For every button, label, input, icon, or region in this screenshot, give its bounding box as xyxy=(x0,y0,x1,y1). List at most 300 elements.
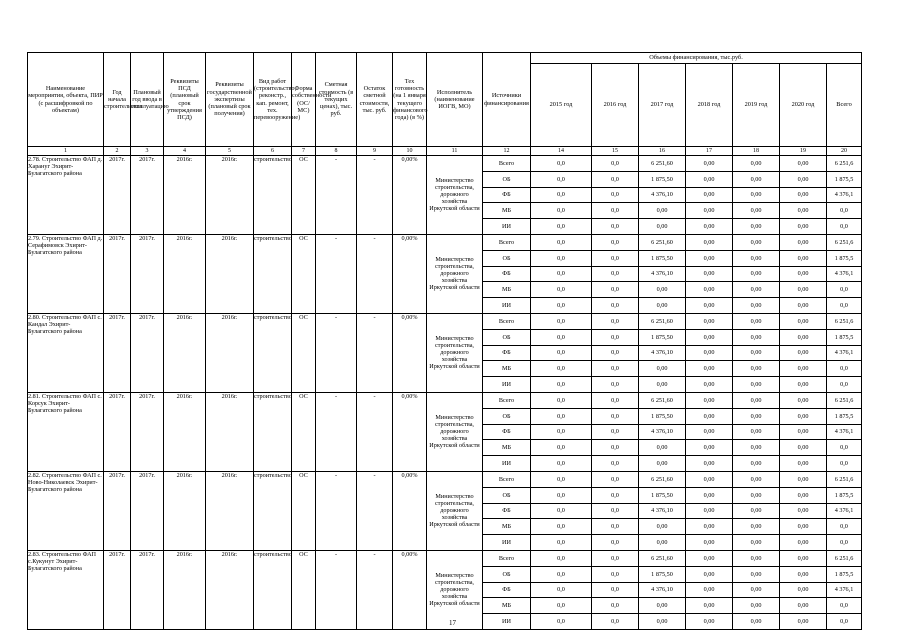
year-value: 0,00 xyxy=(733,156,780,172)
year-value: 0,0 xyxy=(592,440,639,456)
funding-source: ИИ xyxy=(483,298,531,314)
year-value: 0,00 xyxy=(780,503,827,519)
year-value: 0,00 xyxy=(780,298,827,314)
year-value: 0,0 xyxy=(531,156,592,172)
estimated-cost: - xyxy=(316,313,357,392)
year-value: 0,00 xyxy=(686,392,733,408)
header-year: 2015 год xyxy=(531,64,592,147)
column-number: 18 xyxy=(733,147,780,156)
year-value: 0,0 xyxy=(592,598,639,614)
year-value: 0,0 xyxy=(592,535,639,551)
year-value: 0,0 xyxy=(592,377,639,393)
funding-source: ОБ xyxy=(483,487,531,503)
start-year: 2017г. xyxy=(104,156,131,235)
executor: Министерство строительства, дорожного хозяйства Иркутской области xyxy=(427,392,483,471)
year-value: 0,00 xyxy=(780,250,827,266)
funding-source: ОБ xyxy=(483,329,531,345)
year-value: 0,00 xyxy=(686,519,733,535)
year-value: 0,00 xyxy=(733,298,780,314)
year-value: 0,0 xyxy=(531,298,592,314)
year-value: 0,00 xyxy=(686,282,733,298)
funding-source: ОБ xyxy=(483,250,531,266)
psd-date: 2016г. xyxy=(164,234,206,313)
funding-source: ФБ xyxy=(483,266,531,282)
total-value: 4 376,1 xyxy=(827,266,862,282)
year-value: 0,0 xyxy=(531,234,592,250)
year-value: 4 376,10 xyxy=(639,187,686,203)
total-value: 1 875,5 xyxy=(827,408,862,424)
expertise-date: 2016г. xyxy=(206,392,254,471)
column-numbers-row xyxy=(28,147,862,156)
total-value: 6 251,6 xyxy=(827,392,862,408)
column-number: 11 xyxy=(427,147,483,156)
header-readiness: Тех готовность (на 1 января текущего финансового года) (в %) xyxy=(393,53,427,147)
year-value: 4 376,10 xyxy=(639,582,686,598)
year-value: 0,00 xyxy=(733,282,780,298)
year-value: 0,00 xyxy=(733,219,780,235)
total-value: 0,0 xyxy=(827,535,862,551)
year-value: 0,0 xyxy=(592,408,639,424)
year-value: 1 875,50 xyxy=(639,566,686,582)
year-value: 0,00 xyxy=(686,329,733,345)
header-ownership: Форма собственности (ОС/МС) xyxy=(292,53,316,147)
planned-year: 2017г. xyxy=(131,471,164,550)
funding-source: ФБ xyxy=(483,187,531,203)
total-value: 4 376,1 xyxy=(827,582,862,598)
year-value: 0,0 xyxy=(592,156,639,172)
expertise-date: 2016г. xyxy=(206,550,254,629)
funding-source: МБ xyxy=(483,598,531,614)
funding-source: МБ xyxy=(483,203,531,219)
year-value: 4 376,10 xyxy=(639,266,686,282)
year-value: 0,0 xyxy=(592,171,639,187)
column-number: 4 xyxy=(164,147,206,156)
year-value: 0,0 xyxy=(592,219,639,235)
funding-source: МБ xyxy=(483,519,531,535)
object-name: 2.82. Строительство ФАП с. Ново-Николаевск Эхирит-Булагатского района xyxy=(28,471,104,550)
total-value: 0,0 xyxy=(827,614,862,630)
year-value: 0,00 xyxy=(780,535,827,551)
table-row xyxy=(28,234,862,250)
year-value: 0,0 xyxy=(592,456,639,472)
year-value: 0,00 xyxy=(686,440,733,456)
header-total: Всего xyxy=(827,64,862,147)
year-value: 0,0 xyxy=(531,219,592,235)
funding-source: ИИ xyxy=(483,456,531,472)
header-year: 2019 год xyxy=(733,64,780,147)
funding-source: МБ xyxy=(483,361,531,377)
year-value: 0,0 xyxy=(531,519,592,535)
funding-source: ИИ xyxy=(483,614,531,630)
year-value: 0,00 xyxy=(686,582,733,598)
year-value: 0,00 xyxy=(733,614,780,630)
work-type: строительство xyxy=(254,471,292,550)
table-row xyxy=(28,550,862,566)
year-value: 0,00 xyxy=(686,234,733,250)
header-expertise-details: Реквизиты государственной экспертизы (плановый срок получения) xyxy=(206,53,254,147)
year-value: 0,0 xyxy=(531,408,592,424)
year-value: 0,00 xyxy=(780,614,827,630)
year-value: 0,0 xyxy=(592,487,639,503)
year-value: 0,00 xyxy=(733,519,780,535)
total-value: 1 875,5 xyxy=(827,250,862,266)
total-value: 4 376,1 xyxy=(827,503,862,519)
start-year: 2017г. xyxy=(104,313,131,392)
total-value: 6 251,6 xyxy=(827,471,862,487)
total-value: 0,0 xyxy=(827,440,862,456)
year-value: 0,00 xyxy=(733,361,780,377)
remaining-cost: - xyxy=(357,234,393,313)
year-value: 0,00 xyxy=(733,582,780,598)
year-value: 0,0 xyxy=(531,550,592,566)
funding-source: Всего xyxy=(483,392,531,408)
remaining-cost: - xyxy=(357,392,393,471)
remaining-cost: - xyxy=(357,313,393,392)
year-value: 0,00 xyxy=(780,598,827,614)
object-name: 2.79. Строительство ФАП д. Серафимовск Эхирит-Булагатского района xyxy=(28,234,104,313)
readiness: 0,00% xyxy=(393,313,427,392)
header-estimated-cost: Сметная стоимость (в текущих ценах), тыс. руб. xyxy=(316,53,357,147)
total-value: 4 376,1 xyxy=(827,187,862,203)
header-year: 2020 год xyxy=(780,64,827,147)
year-value: 0,00 xyxy=(733,408,780,424)
year-value: 4 376,10 xyxy=(639,424,686,440)
year-value: 0,00 xyxy=(733,503,780,519)
year-value: 1 875,50 xyxy=(639,171,686,187)
readiness: 0,00% xyxy=(393,392,427,471)
year-value: 0,00 xyxy=(780,519,827,535)
object-name: 2.81. Строительство ФАП с. Корсук Эхирит-Булагатского района xyxy=(28,392,104,471)
year-value: 0,0 xyxy=(592,424,639,440)
total-value: 6 251,6 xyxy=(827,234,862,250)
ownership: ОС xyxy=(292,392,316,471)
year-value: 1 875,50 xyxy=(639,250,686,266)
year-value: 0,00 xyxy=(733,329,780,345)
header-work-type: Вид работ (строительство, реконстр., кап. ремонт, тех. перевооружение) xyxy=(254,53,292,147)
estimated-cost: - xyxy=(316,392,357,471)
funding-source: ФБ xyxy=(483,582,531,598)
planned-year: 2017г. xyxy=(131,156,164,235)
total-value: 4 376,1 xyxy=(827,345,862,361)
year-value: 0,00 xyxy=(639,219,686,235)
column-number: 3 xyxy=(131,147,164,156)
total-value: 0,0 xyxy=(827,377,862,393)
year-value: 0,0 xyxy=(592,282,639,298)
year-value: 0,0 xyxy=(531,535,592,551)
year-value: 0,0 xyxy=(592,566,639,582)
year-value: 0,00 xyxy=(639,203,686,219)
ownership: ОС xyxy=(292,234,316,313)
year-value: 0,0 xyxy=(592,503,639,519)
year-value: 0,00 xyxy=(686,550,733,566)
total-value: 0,0 xyxy=(827,298,862,314)
year-value: 0,00 xyxy=(780,156,827,172)
ownership: ОС xyxy=(292,156,316,235)
year-value: 0,0 xyxy=(531,582,592,598)
year-value: 0,00 xyxy=(780,171,827,187)
total-value: 1 875,5 xyxy=(827,329,862,345)
year-value: 0,00 xyxy=(733,535,780,551)
year-value: 0,00 xyxy=(686,345,733,361)
header-year: 2018 год xyxy=(686,64,733,147)
funding-source: ОБ xyxy=(483,171,531,187)
year-value: 0,00 xyxy=(733,566,780,582)
expertise-date: 2016г. xyxy=(206,156,254,235)
year-value: 0,00 xyxy=(686,408,733,424)
year-value: 0,0 xyxy=(592,203,639,219)
year-value: 6 251,60 xyxy=(639,550,686,566)
year-value: 0,00 xyxy=(780,345,827,361)
year-value: 0,0 xyxy=(531,471,592,487)
total-value: 1 875,5 xyxy=(827,487,862,503)
year-value: 0,0 xyxy=(592,345,639,361)
year-value: 0,00 xyxy=(686,266,733,282)
year-value: 0,00 xyxy=(639,519,686,535)
column-number: 14 xyxy=(531,147,592,156)
year-value: 0,0 xyxy=(531,345,592,361)
year-value: 0,00 xyxy=(780,361,827,377)
year-value: 0,00 xyxy=(686,298,733,314)
year-value: 1 875,50 xyxy=(639,487,686,503)
year-value: 0,00 xyxy=(639,614,686,630)
psd-date: 2016г. xyxy=(164,471,206,550)
year-value: 0,0 xyxy=(531,456,592,472)
funding-source: ИИ xyxy=(483,377,531,393)
year-value: 0,00 xyxy=(733,471,780,487)
funding-source: ОБ xyxy=(483,408,531,424)
remaining-cost: - xyxy=(357,550,393,629)
column-number: 17 xyxy=(686,147,733,156)
year-value: 0,00 xyxy=(686,361,733,377)
year-value: 6 251,60 xyxy=(639,234,686,250)
year-value: 0,0 xyxy=(531,566,592,582)
header-name: Наименование мероприятия, объекта, ПИР (с расшифровкой по объектам) xyxy=(28,53,104,147)
year-value: 6 251,60 xyxy=(639,313,686,329)
year-value: 0,00 xyxy=(639,282,686,298)
year-value: 0,00 xyxy=(780,203,827,219)
column-number: 1 xyxy=(28,147,104,156)
start-year: 2017г. xyxy=(104,550,131,629)
column-number: 5 xyxy=(206,147,254,156)
funding-source: Всего xyxy=(483,471,531,487)
year-value: 0,0 xyxy=(531,250,592,266)
estimated-cost: - xyxy=(316,550,357,629)
header-financing-group: Объемы финансирования, тыс.руб. xyxy=(531,53,862,64)
year-value: 0,00 xyxy=(686,535,733,551)
year-value: 0,00 xyxy=(686,187,733,203)
year-value: 0,0 xyxy=(531,503,592,519)
total-value: 0,0 xyxy=(827,598,862,614)
year-value: 0,00 xyxy=(733,187,780,203)
total-value: 4 376,1 xyxy=(827,424,862,440)
object-name: 2.78. Строительство ФАП д. Харануг Эхирит-Булагатского района xyxy=(28,156,104,235)
year-value: 0,00 xyxy=(686,313,733,329)
column-number: 2 xyxy=(104,147,131,156)
total-value: 0,0 xyxy=(827,219,862,235)
funding-source: Всего xyxy=(483,313,531,329)
year-value: 0,00 xyxy=(686,598,733,614)
funding-source: ФБ xyxy=(483,345,531,361)
year-value: 6 251,60 xyxy=(639,156,686,172)
year-value: 1 875,50 xyxy=(639,329,686,345)
year-value: 0,0 xyxy=(531,313,592,329)
funding-source: ФБ xyxy=(483,503,531,519)
executor: Министерство строительства, дорожного хозяйства Иркутской области xyxy=(427,550,483,629)
year-value: 0,00 xyxy=(639,440,686,456)
funding-source: ФБ xyxy=(483,424,531,440)
expertise-date: 2016г. xyxy=(206,234,254,313)
year-value: 0,0 xyxy=(592,298,639,314)
year-value: 0,00 xyxy=(733,203,780,219)
work-type: строительство xyxy=(254,234,292,313)
readiness: 0,00% xyxy=(393,234,427,313)
year-value: 0,00 xyxy=(733,313,780,329)
year-value: 0,00 xyxy=(733,266,780,282)
object-name: 2.80. Строительство ФАП с. Кандал Эхирит-Булагатского района xyxy=(28,313,104,392)
year-value: 0,0 xyxy=(531,203,592,219)
year-value: 0,00 xyxy=(733,440,780,456)
ownership: ОС xyxy=(292,550,316,629)
table-row xyxy=(28,392,862,408)
total-value: 0,0 xyxy=(827,456,862,472)
year-value: 4 376,10 xyxy=(639,345,686,361)
year-value: 0,00 xyxy=(780,266,827,282)
funding-source: МБ xyxy=(483,282,531,298)
remaining-cost: - xyxy=(357,156,393,235)
total-value: 0,0 xyxy=(827,203,862,219)
total-value: 6 251,6 xyxy=(827,550,862,566)
header-remaining-cost: Остаток сметной стоимости, тыс. руб. xyxy=(357,53,393,147)
year-value: 6 251,60 xyxy=(639,392,686,408)
year-value: 0,00 xyxy=(733,392,780,408)
expertise-date: 2016г. xyxy=(206,313,254,392)
funding-source: ИИ xyxy=(483,535,531,551)
ownership: ОС xyxy=(292,471,316,550)
header-year: 2017 год xyxy=(639,64,686,147)
year-value: 0,00 xyxy=(639,377,686,393)
year-value: 0,00 xyxy=(733,345,780,361)
year-value: 0,00 xyxy=(733,171,780,187)
year-value: 0,00 xyxy=(686,219,733,235)
total-value: 1 875,5 xyxy=(827,171,862,187)
psd-date: 2016г. xyxy=(164,550,206,629)
estimated-cost: - xyxy=(316,234,357,313)
column-number: 19 xyxy=(780,147,827,156)
year-value: 0,0 xyxy=(592,614,639,630)
column-number: 6 xyxy=(254,147,292,156)
year-value: 0,00 xyxy=(686,503,733,519)
column-number: 8 xyxy=(316,147,357,156)
header-start-year: Год начала строительства xyxy=(104,53,131,147)
planned-year: 2017г. xyxy=(131,392,164,471)
year-value: 0,00 xyxy=(780,440,827,456)
work-type: строительство xyxy=(254,156,292,235)
year-value: 0,0 xyxy=(531,487,592,503)
year-value: 0,0 xyxy=(531,266,592,282)
column-number: 10 xyxy=(393,147,427,156)
year-value: 0,00 xyxy=(686,424,733,440)
year-value: 0,00 xyxy=(733,487,780,503)
work-type: строительство xyxy=(254,550,292,629)
year-value: 0,0 xyxy=(531,171,592,187)
planned-year: 2017г. xyxy=(131,550,164,629)
year-value: 0,00 xyxy=(639,598,686,614)
year-value: 0,00 xyxy=(686,566,733,582)
year-value: 0,0 xyxy=(592,266,639,282)
table-row xyxy=(28,313,862,329)
year-value: 1 875,50 xyxy=(639,408,686,424)
year-value: 0,00 xyxy=(686,456,733,472)
year-value: 0,00 xyxy=(780,313,827,329)
remaining-cost: - xyxy=(357,471,393,550)
year-value: 0,0 xyxy=(592,550,639,566)
year-value: 0,0 xyxy=(531,187,592,203)
year-value: 0,00 xyxy=(780,456,827,472)
readiness: 0,00% xyxy=(393,156,427,235)
planned-year: 2017г. xyxy=(131,234,164,313)
year-value: 0,00 xyxy=(639,361,686,377)
column-number: 16 xyxy=(639,147,686,156)
year-value: 0,00 xyxy=(780,187,827,203)
year-value: 0,00 xyxy=(733,598,780,614)
year-value: 0,00 xyxy=(780,566,827,582)
year-value: 0,00 xyxy=(686,203,733,219)
column-number: 20 xyxy=(827,147,862,156)
year-value: 0,00 xyxy=(780,582,827,598)
year-value: 0,0 xyxy=(592,250,639,266)
funding-source: Всего xyxy=(483,156,531,172)
header-year: 2016 год xyxy=(592,64,639,147)
year-value: 4 376,10 xyxy=(639,503,686,519)
year-value: 0,00 xyxy=(780,377,827,393)
year-value: 0,00 xyxy=(780,487,827,503)
year-value: 0,00 xyxy=(686,471,733,487)
header-psd-details: Реквизиты ПСД (плановый срок утверждения ПСД) xyxy=(164,53,206,147)
executor: Министерство строительства, дорожного хозяйства Иркутской области xyxy=(427,234,483,313)
estimated-cost: - xyxy=(316,471,357,550)
year-value: 0,00 xyxy=(780,471,827,487)
header-sources: Источники финансирования xyxy=(483,53,531,147)
year-value: 0,0 xyxy=(531,440,592,456)
funding-source: Всего xyxy=(483,234,531,250)
year-value: 0,0 xyxy=(592,471,639,487)
year-value: 0,00 xyxy=(780,424,827,440)
year-value: 0,0 xyxy=(592,361,639,377)
year-value: 0,0 xyxy=(592,234,639,250)
year-value: 0,00 xyxy=(686,614,733,630)
year-value: 0,00 xyxy=(733,456,780,472)
planned-year: 2017г. xyxy=(131,313,164,392)
header-planned-year: Плановый год ввода в эксплуатацию xyxy=(131,53,164,147)
expertise-date: 2016г. xyxy=(206,471,254,550)
object-name: 2.83. Строительство ФАП с.Кукунут Эхирит-Булагатского района xyxy=(28,550,104,629)
readiness: 0,00% xyxy=(393,550,427,629)
start-year: 2017г. xyxy=(104,392,131,471)
year-value: 0,0 xyxy=(531,361,592,377)
column-number: 9 xyxy=(357,147,393,156)
year-value: 0,00 xyxy=(780,282,827,298)
psd-date: 2016г. xyxy=(164,392,206,471)
year-value: 0,00 xyxy=(733,424,780,440)
ownership: ОС xyxy=(292,313,316,392)
year-value: 0,0 xyxy=(531,424,592,440)
year-value: 0,0 xyxy=(531,614,592,630)
table-header xyxy=(28,53,862,156)
year-value: 0,0 xyxy=(531,377,592,393)
year-value: 0,00 xyxy=(780,234,827,250)
total-value: 0,0 xyxy=(827,519,862,535)
year-value: 0,00 xyxy=(733,234,780,250)
